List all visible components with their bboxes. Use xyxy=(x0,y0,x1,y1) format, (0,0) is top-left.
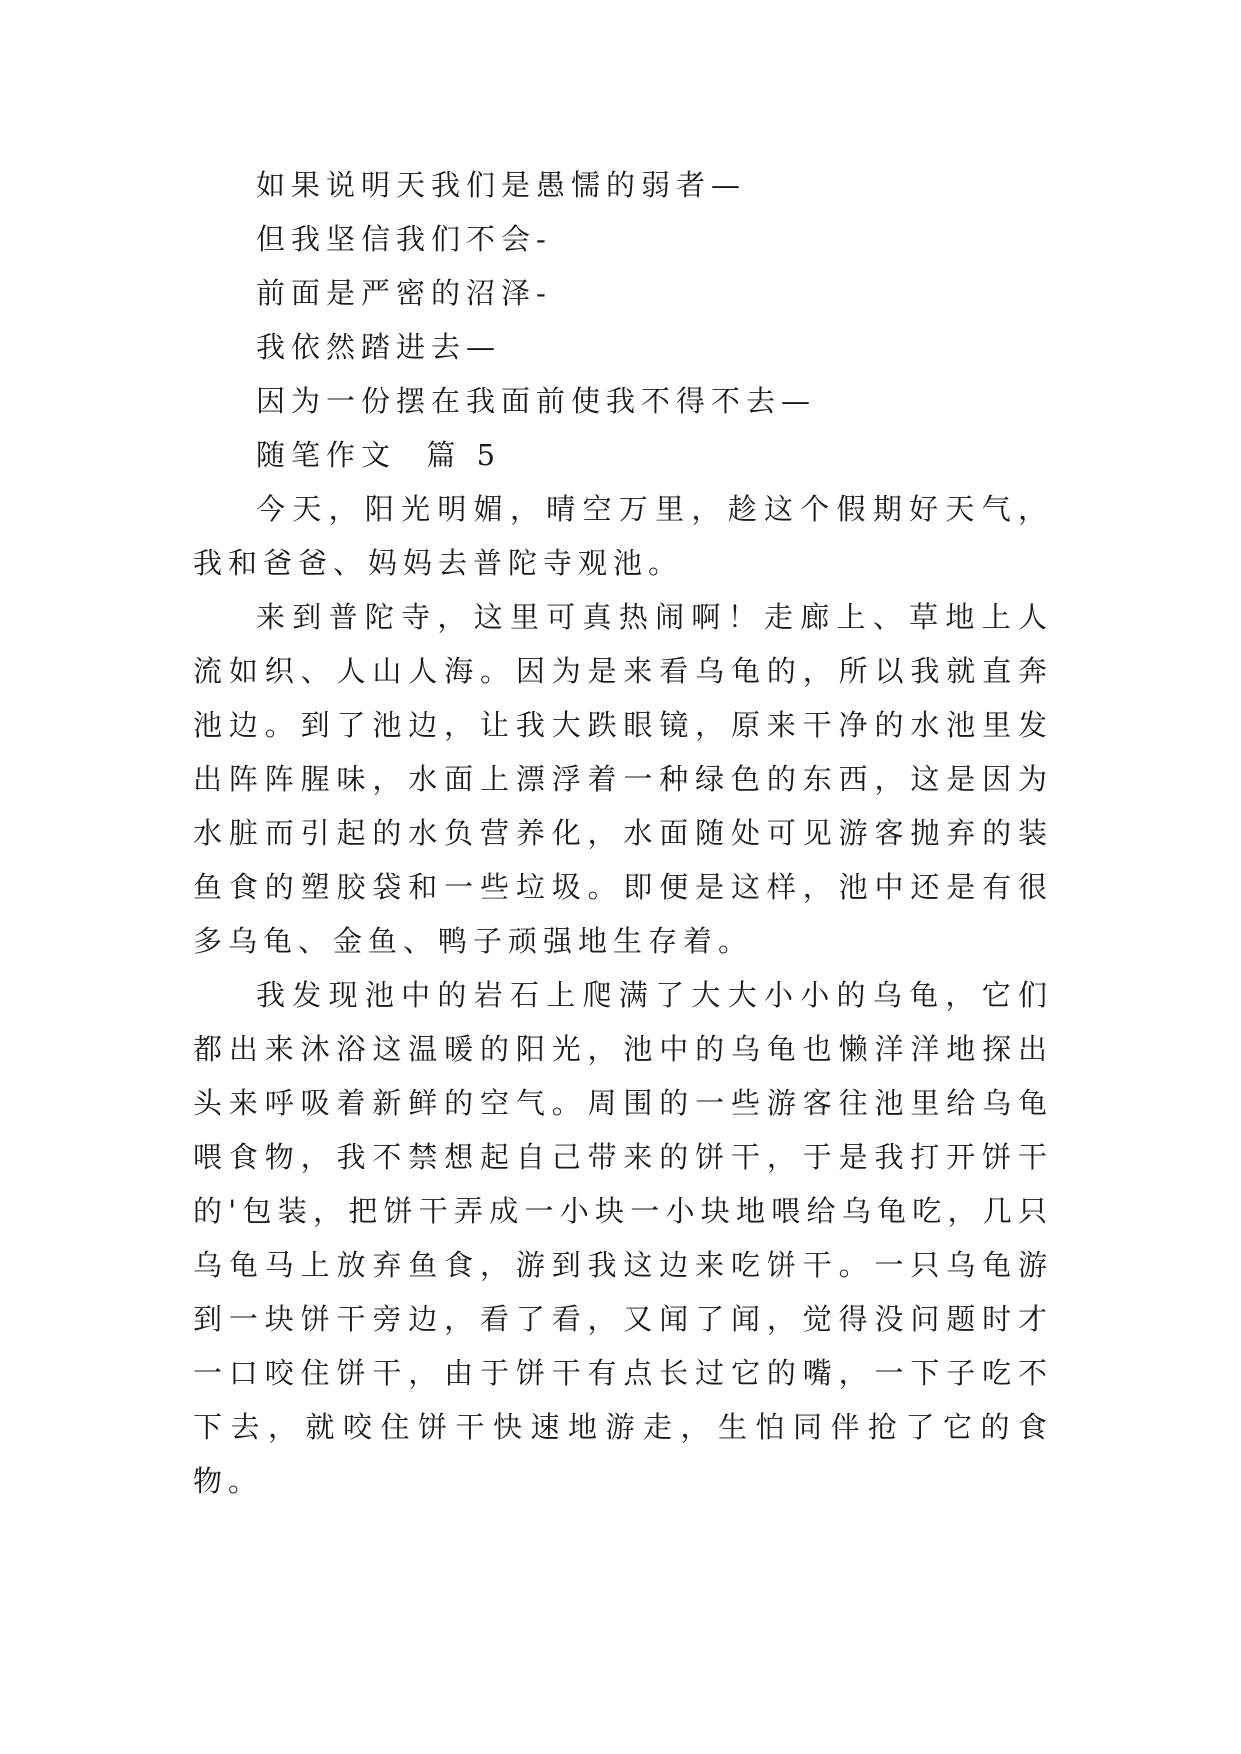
poem-line: 我依然踏进去— xyxy=(256,330,502,364)
paragraph: 来到普陀寺，这里可真热闹啊！走廊上、草地上人流如织、人山人海。因为是来看乌龟的，所以我就直奔池边。到了池边，让我大跌眼镜，原来干净的水池里发出阵阵腥味，水面上漂浮着一种绿色的东西，这是因为水脏而引起的水负营养化，水面随处可见游客抛弃的装鱼食的塑胶袋和一些垃圾。即便是这样，池中还是有很多乌龟、金鱼、鸭子顽强地生存着。 xyxy=(193,600,1053,958)
poem-line: 因为一份摆在我面前使我不得不去— xyxy=(256,384,817,418)
poem-line: 但我坚信我们不会- xyxy=(256,222,552,256)
section-heading: 随笔作文 篇 5 xyxy=(256,438,502,472)
poem-line: 如果说明天我们是愚懦的弱者— xyxy=(256,168,747,202)
paragraph: 我发现池中的岩石上爬满了大大小小的乌龟，它们都出来沐浴这温暖的阳光，池中的乌龟也懒洋洋地探出头来呼吸着新鲜的空气。周围的一些游客往池里给乌龟喂食物，我不禁想起自己带来的饼干，于是我打开饼干的'包装，把饼干弄成一小块一小块地喂给乌龟吃，几只乌龟马上放弃鱼食，游到我这边来吃饼干。一只乌龟游到一块饼干旁边，看了看，又闻了闻，觉得没问题时才一口咬住饼干，由于饼干有点长过它的嘴，一下子吃不下去，就咬住饼干快速地游走，生怕同伴抢了它的食物。 xyxy=(193,978,1053,1498)
document-body xyxy=(193,158,1053,1508)
poem-line: 前面是严密的沼泽- xyxy=(256,276,552,310)
paragraph: 今天，阳光明媚，晴空万里，趁这个假期好天气，我和爸爸、妈妈去普陀寺观池。 xyxy=(193,492,1053,580)
